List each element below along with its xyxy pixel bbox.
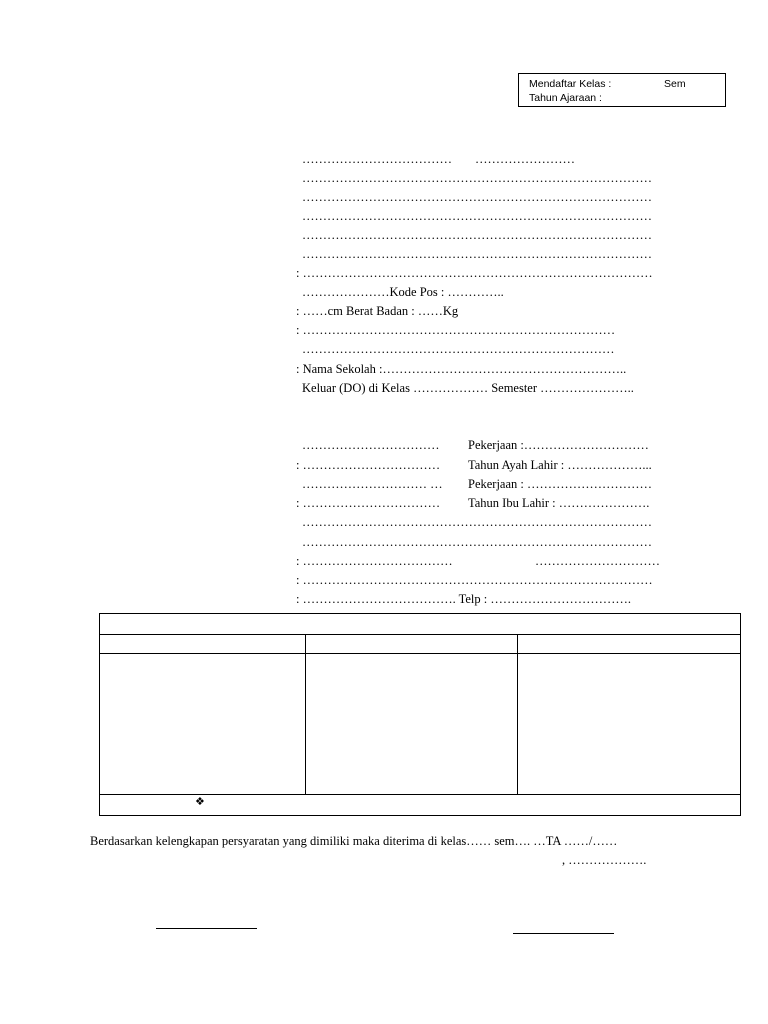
father-occupation-field[interactable]: Pekerjaan :…………………………	[468, 438, 649, 452]
field-dots[interactable]: …………………………………………………………………………	[302, 190, 652, 204]
school-name-field[interactable]: : Nama Sekolah :…………………………………………………..	[296, 362, 627, 376]
father-birth-year-field[interactable]: Tahun Ayah Lahir : ………………...	[468, 458, 652, 472]
field-dots[interactable]: : ……………………………	[296, 458, 441, 472]
field-dots[interactable]: …………………………………………………………………………	[302, 228, 652, 242]
phone-field[interactable]: : ………………………………. Telp : …………………………….	[296, 592, 632, 606]
requirements-table	[99, 613, 741, 816]
table-row-divider	[100, 634, 740, 635]
field-dots[interactable]: …………………………	[535, 554, 660, 568]
field-dots[interactable]: …………………………………………………………………………	[302, 171, 652, 185]
table-row-divider	[100, 653, 740, 654]
checklist-bullet-icon: ❖	[195, 795, 205, 808]
academic-year-label: Tahun Ajaraan :	[529, 92, 602, 104]
field-dots[interactable]: …………………………………………………………………	[302, 342, 615, 356]
semester-label: Sem	[664, 78, 686, 90]
table-column-divider	[305, 634, 306, 794]
field-dots[interactable]: : ………………………………	[296, 554, 453, 568]
field-dots[interactable]: ………………………………	[302, 152, 452, 166]
field-dots[interactable]: …………………………………………………………………………	[302, 515, 652, 529]
field-dots[interactable]: ………………………… …	[302, 477, 443, 491]
register-class-label: Mendaftar Kelas :	[529, 78, 612, 90]
table-column-divider	[517, 634, 518, 794]
field-dots[interactable]: …………………………………………………………………………	[302, 247, 652, 261]
field-dots[interactable]: ……………………	[475, 152, 575, 166]
postal-code-field[interactable]: …………………Kode Pos : …………..	[302, 285, 504, 299]
dropout-class-field[interactable]: Keluar (DO) di Kelas ……………… Semester …………………..	[302, 381, 634, 395]
signature-line-left	[156, 928, 257, 929]
field-dots[interactable]: …………………………………………………………………………	[302, 535, 652, 549]
mother-occupation-field[interactable]: Pekerjaan : …………………………	[468, 477, 653, 491]
acceptance-statement: Berdasarkan kelengkapan persyaratan yang dimiliki maka diterima di kelas…… sem…. …TA ……/……	[90, 834, 618, 848]
field-dots[interactable]: ……………………………	[302, 438, 440, 452]
field-dots[interactable]: : ……………………………	[296, 496, 441, 510]
field-dots[interactable]: : …………………………………………………………………………	[296, 266, 653, 280]
field-dots[interactable]: …………………………………………………………………………	[302, 209, 652, 223]
height-weight-field[interactable]: : ……cm Berat Badan : ……Kg	[296, 304, 459, 318]
place-date-field[interactable]: , ……………….	[562, 853, 647, 867]
field-dots[interactable]: : …………………………………………………………………	[296, 323, 616, 337]
registration-info-box	[518, 73, 726, 107]
field-dots[interactable]: : …………………………………………………………………………	[296, 573, 653, 587]
signature-line-right	[513, 933, 614, 934]
mother-birth-year-field[interactable]: Tahun Ibu Lahir : ………………….	[468, 496, 650, 510]
